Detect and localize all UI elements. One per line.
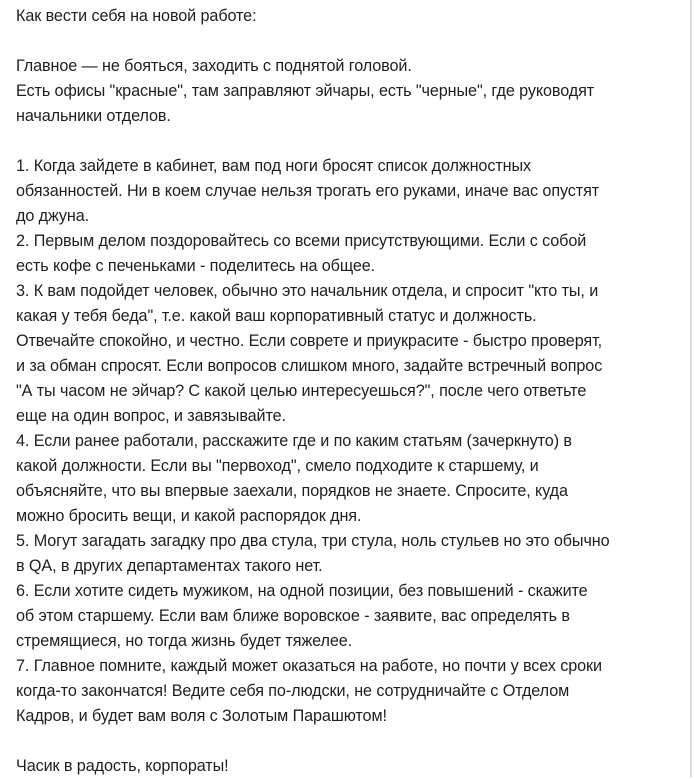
rule-line: до джуна. xyxy=(16,207,90,225)
spacer xyxy=(16,129,684,154)
post-body xyxy=(16,4,684,779)
rule-line: можно бросить вещи, и какой распорядок дня. xyxy=(16,507,362,525)
rule-line: еще на один вопрос, и завязывайте. xyxy=(16,407,286,425)
rule-line: стремящиеся, но тогда жизнь будет тяжелее. xyxy=(16,632,353,650)
intro-line: Главное — не бояться, заходить с поднятой головой. xyxy=(16,57,412,75)
rule-line: 3. К вам подойдет человек, обычно это начальник отдела, и спросит "кто ты, и xyxy=(16,282,599,300)
rule-line: 2. Первым делом поздоровайтесь со всеми присутствующими. Если с собой xyxy=(16,232,587,250)
intro-line: начальники отделов. xyxy=(16,107,171,125)
rule-line: Отвечайте спокойно, и честно. Если соврете и приукрасите - быстро проверят, xyxy=(16,332,602,350)
post-title: Как вести себя на новой работе: xyxy=(16,7,257,25)
rule-line: "А ты часом не эйчар? С какой целью интересуешься?", после чего ответьте xyxy=(16,382,587,400)
rule-line: когда-то закончатся! Ведите себя по-людски, не сотрудничайте с Отделом xyxy=(16,682,570,700)
rule-line: 1. Когда зайдете в кабинет, вам под ноги бросят список должностных xyxy=(16,157,532,175)
rule-line: 7. Главное помните, каждый может оказаться на работе, но почти у всех сроки xyxy=(16,657,602,675)
rule-line: в QA, в других департаментах такого нет. xyxy=(16,557,323,575)
rule-line: какая у тебя беда", т.е. какой ваш корпоративный статус и должность. xyxy=(16,307,537,325)
rule-line: обязанностей. Ни в коем случае нельзя трогать его руками, иначе вас опустят xyxy=(16,182,600,200)
spacer xyxy=(16,729,684,754)
rule-line: какой должности. Если вы "первоход", смело подходите к старшему, и xyxy=(16,457,539,475)
intro-line: Есть офисы "красные", там заправляют эйчары, есть "черные", где руководят xyxy=(16,82,595,100)
rule-line: 4. Если ранее работали, расскажите где и по каким статьям (зачеркнуто) в xyxy=(16,432,572,450)
spacer xyxy=(16,29,684,54)
post-closing: Часик в радость, корпораты! xyxy=(16,757,229,775)
rule-line: 6. Если хотите сидеть мужиком, на одной позиции, без повышений - скажите xyxy=(16,582,588,600)
rule-line: и за обман спросят. Если вопросов слишком много, задайте встречный вопрос xyxy=(16,357,603,375)
rule-line: 5. Могут загадать загадку про два стула, три стула, ноль стульев но это обычно xyxy=(16,532,610,550)
rule-line: объясняйте, что вы впервые заехали, порядков не знаете. Спросите, куда xyxy=(16,482,568,500)
rule-line: об этом старшему. Если вам ближе воровское - заявите, вас определять в xyxy=(16,607,570,625)
rule-line: есть кофе с печеньками - поделитесь на общее. xyxy=(16,257,376,275)
rule-line: Кадров, и будет вам воля с Золотым Парашютом! xyxy=(16,707,387,725)
